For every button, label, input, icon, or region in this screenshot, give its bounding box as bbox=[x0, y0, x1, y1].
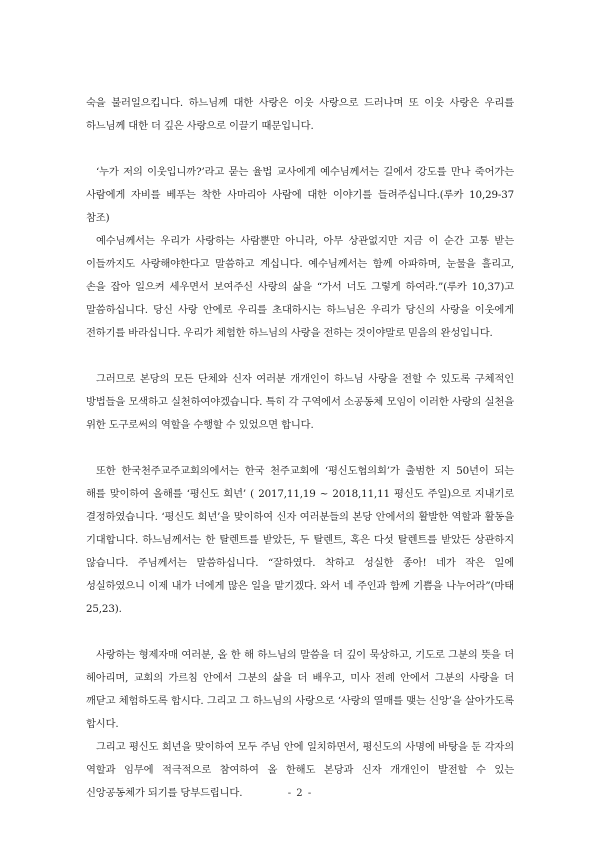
body-paragraph-4: 그러므로 본당의 모든 단체와 신자 여러분 개개인이 하느님 사랑을 전할 수 있도록 구체적인 방법들을 모색하고 실천하여야겠습니다. 특히 각 구역에서 소공동체 모임이 이러한 사랑의 실천을 위한 도구로써의 역할을 수행할 수 있었으면 합니다. bbox=[86, 373, 514, 431]
body-paragraph-6: 사랑하는 형제자매 여러분, 올 한 해 하느님의 말씀을 더 깊이 묵상하고, 기도로 그분의 뜻을 더 헤아리며, 교회의 가르침 안에서 그분의 삶을 더 배우고, 미사 전례 안에서 그분의 사랑을 더 깨닫고 체험하도록 합시다. 그리고 그 하느님의 사랑으로 ‘사랑의 열매를 맺는 신앙’을 살아가도록 합시다. bbox=[86, 649, 514, 730]
body-paragraph-2: ‘누가 저의 이웃입니까?’라고 묻는 율법 교사에게 예수님께서는 길에서 강도를 만나 죽어가는 사람에게 자비를 베푸는 착한 사마리아 사람에 대한 이야기를 들려주십니다.(루카 10,29-37 참조) bbox=[86, 166, 514, 224]
paragraph-gap bbox=[86, 621, 514, 644]
paragraph-gap bbox=[86, 138, 514, 161]
body-paragraph-1: 숙을 불러일으킵니다. 하느님께 대한 사랑은 이웃 사랑으로 드러나며 또 이웃 사랑은 우리를 하느님께 대한 더 깊은 사랑으로 이끌기 때문입니다. bbox=[86, 97, 514, 132]
paragraph-gap bbox=[86, 437, 514, 460]
document-body bbox=[86, 92, 514, 805]
body-paragraph-7: 그리고 평신도 희년을 맞이하여 모두 주님 안에 일치하면서, 평신도의 사명에 바탕을 둔 각자의 역할과 임무에 적극적으로 참여하여 올 한해도 본당과 신자 개개인이 발전할 수 있는 신앙공동체가 되기를 당부드립니다. bbox=[86, 741, 514, 799]
body-paragraph-5: 또한 한국천주교주교회의에서는 한국 천주교회에 ‘평신도협의회’가 출범한 지 50년이 되는 해를 맞이하여 올해를 ‘평신도 희년’ ( 2017,11,19 ~ 2018,11,11 평신도 주일)으로 지내기로 결정하였습니다. ‘평신도 희년’을 맞이하여 신자 여러분들의 본당 안에서의 활발한 역할과 활동을 기대합니다. 하느님께서는 한 탈렌트를 받았든, 두 탈렌트, 혹은 다섯 탈렌트를 받았든 상관하지 않습니다. 주님께서는 말씀하십니다. “잘하였다. 착하고 성실한 종아! 네가 작은 일에 성실하였으니 이제 내가 너에게 많은 일을 맡기겠다. 와서 네 주인과 함께 기쁨을 나누어라”(마태 25,23). bbox=[86, 465, 514, 615]
paragraph-gap bbox=[86, 345, 514, 368]
page-number: - 2 - bbox=[287, 788, 313, 799]
body-paragraph-3: 예수님께서는 우리가 사랑하는 사람뿐만 아니라, 아무 상관없지만 지금 이 순간 고통 받는 이들까지도 사랑해야한다고 말씀하고 계십니다. 예수님께서는 함께 아파하며, 눈물을 흘리고, 손을 잡아 일으켜 세우면서 보여주신 사랑의 삶을 “가서 너도 그렇게 하여라.”(루카 10,37)고 말씀하십니다. 당신 사랑 안에로 우리를 초대하시는 하느님은 우리가 당신의 사랑을 이웃에게 전하기를 바라십니다. 우리가 체험한 하느님의 사랑을 전하는 것이야말로 믿음의 완성입니다. bbox=[86, 235, 514, 339]
